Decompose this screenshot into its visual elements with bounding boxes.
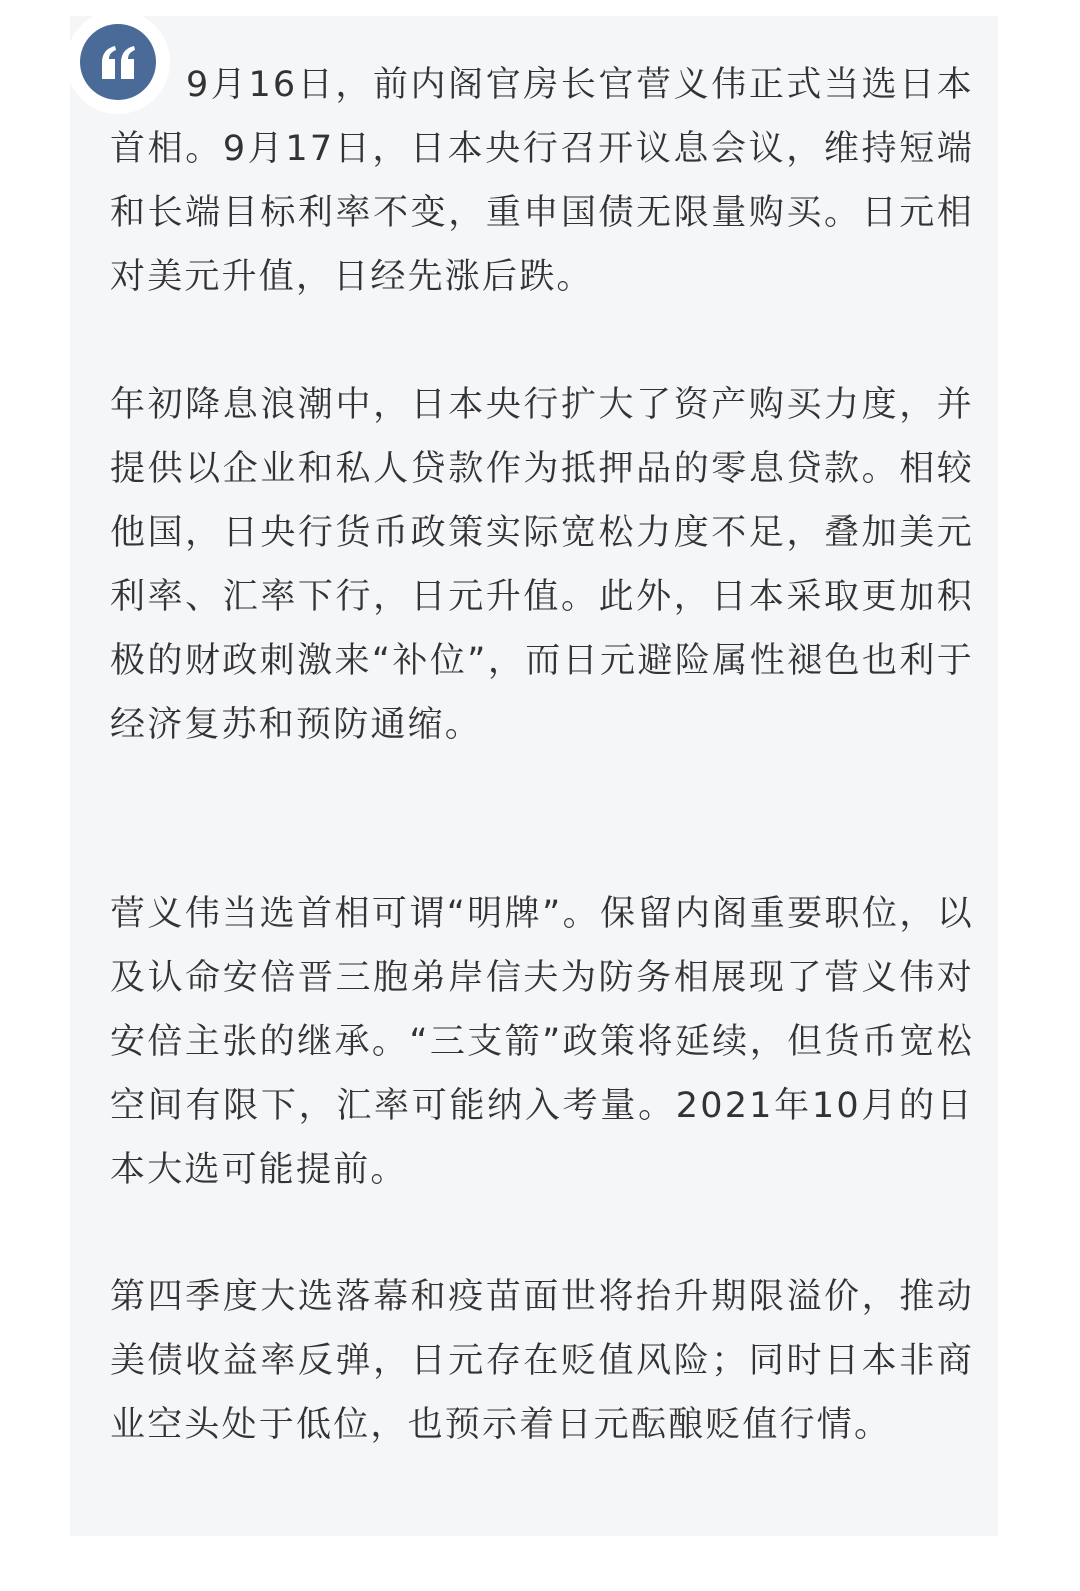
- paragraph-policy: 年初降息浪潮中，日本央行扩大了资产购买力度，并提供以企业和私人贷款作为抵押品的零息贷款。相较他国，日央行货币政策实际宽松力度不足，叠加美元利率、汇率下行，日元升值。此外，日本采取更加积极的财政刺激来“补位”，而日元避险属性褪色也利于经济复苏和预防通缩。: [110, 385, 974, 745]
- paragraph-election: 9月16日，前内阁官房长官菅义伟正式当选日本首相。9月17日，日本央行召开议息会议，维持短端和长端目标利率不变，重申国债无限量购买。日元相对美元升值，日经先涨后跌。: [110, 65, 974, 297]
- paragraph-risk: 第四季度大选落幕和疫苗面世将抬升期限溢价，推动美债收益率反弹，日元存在贬值风险；同时日本非商业空头处于低位，也预示着日元酝酿贬值行情。: [110, 1277, 974, 1445]
- paragraph-outlook: 菅义伟当选首相可谓“明牌”。保留内阁重要职位，以及认命安倍晋三胞弟岸信夫为防务相展现了菅义伟对安倍主张的继承。“三支箭”政策将延续，但货币宽松空间有限下，汇率可能纳入考量。2021年10月的日本大选可能提前。: [110, 894, 974, 1190]
